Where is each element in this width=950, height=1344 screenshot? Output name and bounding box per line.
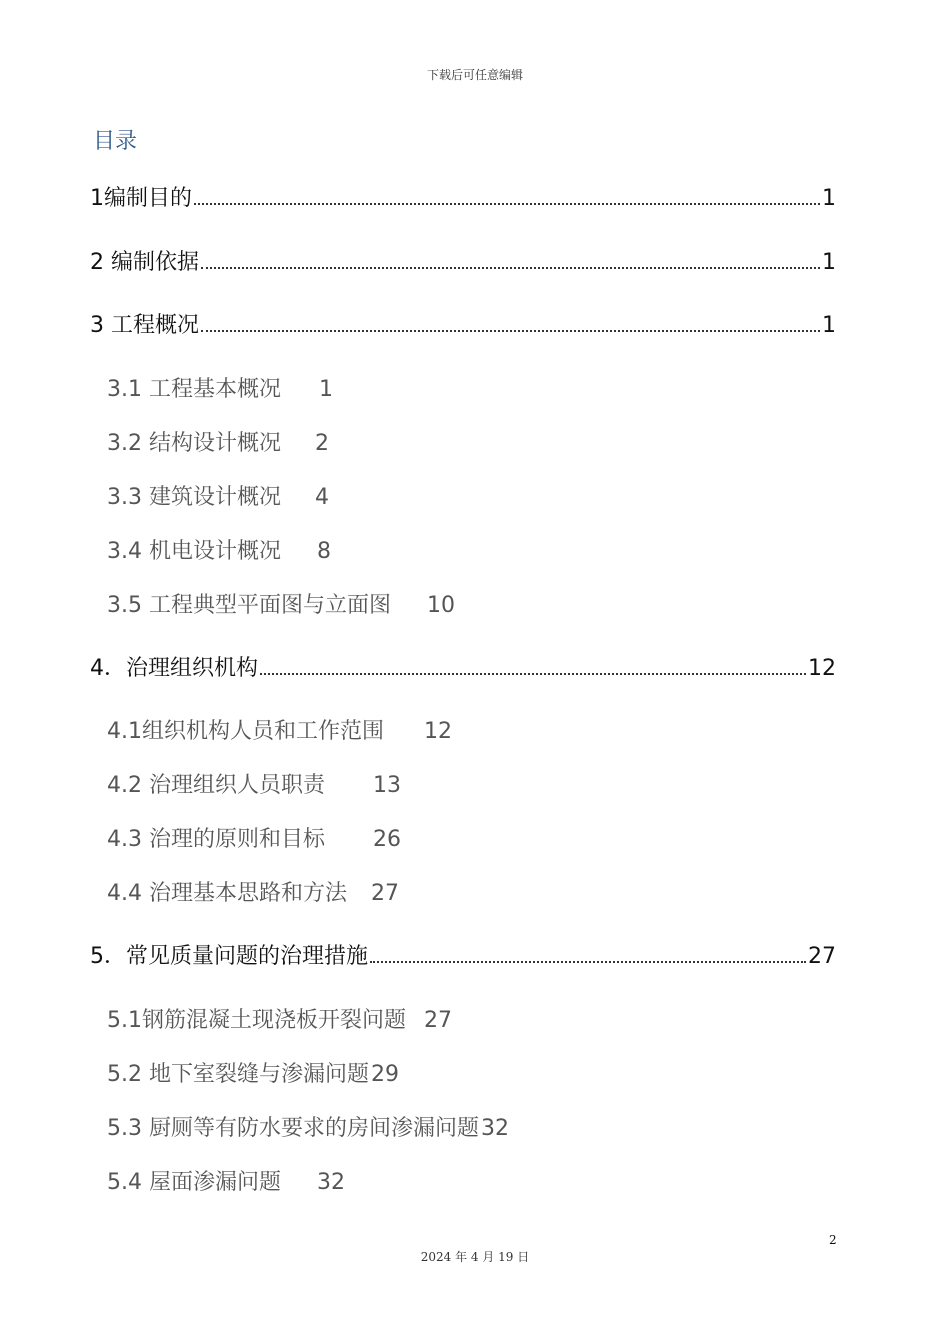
toc-entry-label: 4．治理组织机构 bbox=[90, 656, 258, 681]
toc-entry-3[interactable] bbox=[90, 308, 836, 339]
toc-subentry-page: 26 bbox=[372, 827, 401, 852]
toc-subentry-5-3[interactable] bbox=[107, 1111, 509, 1142]
toc-subentry-page: 32 bbox=[480, 1116, 509, 1141]
dot-leader bbox=[201, 330, 820, 332]
toc-subentry-label: 5.1钢筋混凝土现浇板开裂问题 bbox=[107, 1008, 406, 1033]
toc-subentry-3-3[interactable] bbox=[107, 480, 329, 511]
toc-subentry-4-3[interactable] bbox=[107, 822, 401, 853]
toc-subentry-label: 3.4 机电设计概况 bbox=[107, 539, 281, 564]
dot-leader bbox=[201, 267, 820, 269]
toc-subentry-5-4[interactable] bbox=[107, 1165, 345, 1196]
toc-subentry-label: 5.3 厨厕等有防水要求的房间渗漏问题 bbox=[107, 1116, 479, 1141]
toc-subentry-4-1[interactable] bbox=[107, 714, 452, 745]
toc-subentry-label: 3.1 工程基本概况 bbox=[107, 377, 281, 402]
dot-leader bbox=[194, 203, 820, 205]
toc-entry-5[interactable] bbox=[90, 939, 836, 970]
toc-subentry-label: 3.3 建筑设计概况 bbox=[107, 485, 281, 510]
toc-subentry-label: 3.5 工程典型平面图与立面图 bbox=[107, 593, 391, 618]
toc-entry-page: 1 bbox=[822, 313, 836, 338]
toc-subentry-3-2[interactable] bbox=[107, 426, 329, 457]
toc-subentry-4-2[interactable] bbox=[107, 768, 401, 799]
toc-subentry-3-4[interactable] bbox=[107, 534, 331, 565]
header-note: 下载后可任意编辑 bbox=[426, 68, 523, 82]
toc-subentry-page: 27 bbox=[370, 881, 399, 906]
dot-leader bbox=[260, 673, 806, 675]
toc-subentry-page: 8 bbox=[316, 539, 331, 564]
toc-subentry-3-5[interactable] bbox=[107, 588, 455, 619]
toc-subentry-label: 5.2 地下室裂缝与渗漏问题 bbox=[107, 1062, 369, 1087]
toc-subentry-5-2[interactable] bbox=[107, 1057, 399, 1088]
toc-subentry-page: 2 bbox=[314, 431, 329, 456]
toc-subentry-page: 27 bbox=[424, 1008, 452, 1033]
page-number: 2 bbox=[829, 1233, 837, 1247]
toc-subentry-3-1[interactable] bbox=[107, 372, 333, 403]
toc-entry-1[interactable] bbox=[90, 181, 836, 212]
toc-subentry-5-1[interactable] bbox=[107, 1003, 452, 1034]
toc-entry-label: 5．常见质量问题的治理措施 bbox=[90, 944, 368, 969]
toc-subentry-page: 1 bbox=[318, 377, 333, 402]
toc-subentry-page: 13 bbox=[372, 773, 401, 798]
toc-subentry-page: 32 bbox=[316, 1170, 345, 1195]
toc-subentry-4-4[interactable] bbox=[107, 876, 399, 907]
dot-leader bbox=[370, 961, 806, 963]
toc-title: 目录 bbox=[93, 129, 138, 154]
toc-entry-page: 12 bbox=[808, 656, 836, 681]
toc-entry-4[interactable] bbox=[90, 651, 836, 682]
toc-subentry-label: 4.3 治理的原则和目标 bbox=[107, 827, 325, 852]
toc-entry-label: 1编制目的 bbox=[90, 186, 192, 211]
toc-entry-label: 3 工程概况 bbox=[90, 313, 199, 338]
toc-subentry-label: 5.4 屋面渗漏问题 bbox=[107, 1170, 281, 1195]
toc-subentry-page: 12 bbox=[424, 719, 452, 744]
toc-entry-2[interactable] bbox=[90, 245, 836, 276]
toc-subentry-page: 29 bbox=[370, 1062, 399, 1087]
toc-entry-label: 2 编制依据 bbox=[90, 250, 199, 275]
toc-entry-page: 1 bbox=[822, 250, 836, 275]
toc-subentry-page: 10 bbox=[426, 593, 455, 618]
toc-subentry-label: 4.1组织机构人员和工作范围 bbox=[107, 719, 384, 744]
footer-date: 2024 年 4 月 19 日 bbox=[420, 1250, 530, 1264]
toc-entry-page: 27 bbox=[808, 944, 836, 969]
toc-entry-page: 1 bbox=[822, 186, 836, 211]
toc-subentry-label: 4.4 治理基本思路和方法 bbox=[107, 881, 347, 906]
toc-subentry-label: 3.2 结构设计概况 bbox=[107, 431, 281, 456]
toc-subentry-label: 4.2 治理组织人员职责 bbox=[107, 773, 325, 798]
toc-subentry-page: 4 bbox=[314, 485, 329, 510]
